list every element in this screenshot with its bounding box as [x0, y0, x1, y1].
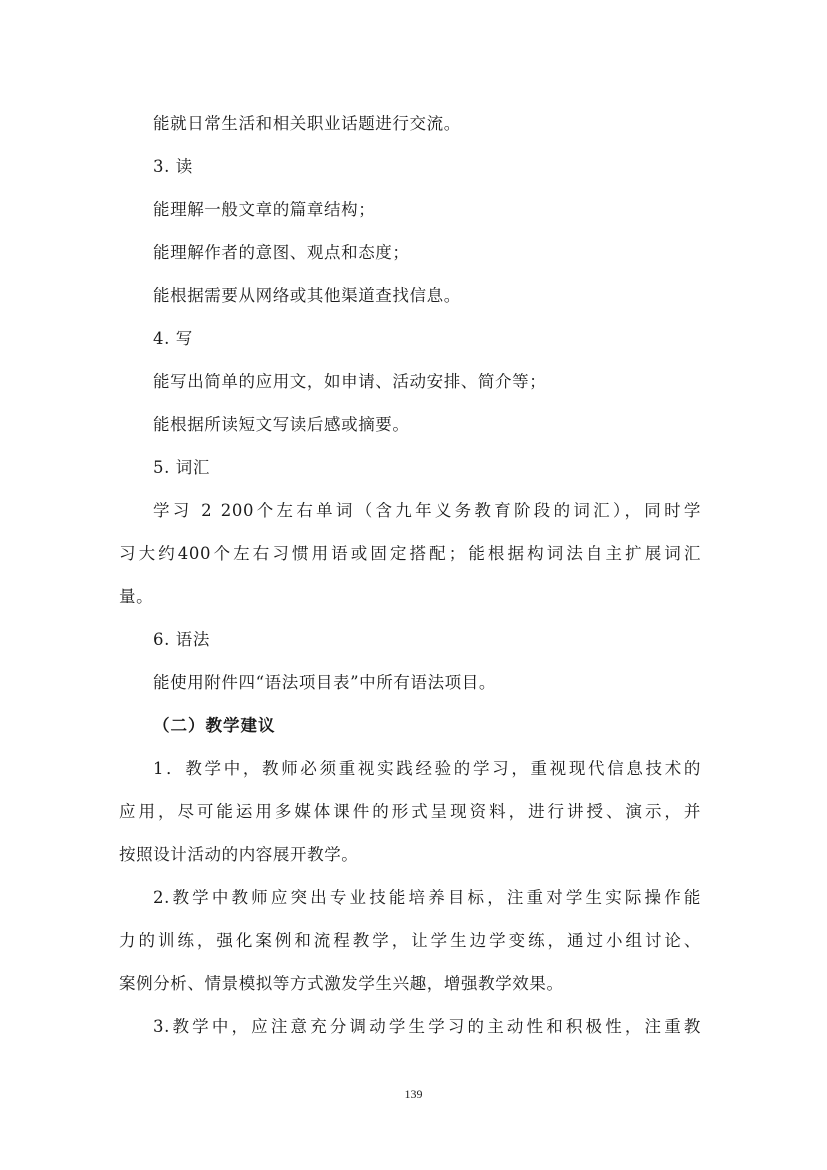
list-number-heading: 4. 写 — [153, 329, 193, 348]
text-line: 能理解一般文章的篇章结构； — [153, 200, 376, 219]
list-number-heading: 6. 语法 — [153, 630, 210, 649]
text-line: 量。 — [119, 587, 154, 606]
list-number-heading: 5. 词汇 — [153, 458, 210, 477]
text-line: 力的训练，强化案例和流程教学，让学生边学变练，通过小组讨论、 — [119, 931, 701, 950]
text-line: 学习 2 200个左右单词（含九年义务教育阶段的词汇），同时学 — [153, 501, 701, 520]
text-line: 能根据需要从网络或其他渠道查找信息。 — [153, 286, 461, 305]
list-number-heading: 3. 读 — [153, 157, 193, 176]
page-number: 139 — [404, 1087, 423, 1101]
text-line: 案例分析、情景模拟等方式激发学生兴趣，增强教学效果。 — [119, 974, 564, 993]
section-heading: （二）教学建议 — [153, 716, 276, 735]
text-line: 习大约400个左右习惯用语或固定搭配；能根据构词法自主扩展词汇 — [119, 544, 701, 563]
text-line: 能使用附件四“语法项目表”中所有语法项目。 — [153, 673, 496, 692]
text-line: 能根据所读短文写读后感或摘要。 — [153, 415, 410, 434]
text-line: 能写出简单的应用文，如申请、活动安排、简介等； — [153, 372, 547, 391]
text-line: 能就日常生活和相关职业话题进行交流。 — [153, 114, 461, 133]
text-line: 按照设计活动的内容展开教学。 — [119, 845, 359, 864]
text-line: 2.教学中教师应突出专业技能培养目标，注重对学生实际操作能 — [153, 888, 701, 907]
text-line: 3.教学中，应注意充分调动学生学习的主动性和积极性，注重教 — [153, 1017, 701, 1036]
text-line: 能理解作者的意图、观点和态度； — [153, 243, 410, 262]
text-line: 应用，尽可能运用多媒体课件的形式呈现资料，进行讲授、演示，并 — [119, 802, 701, 821]
text-line: 1．教学中，教师必须重视实践经验的学习，重视现代信息技术的 — [153, 759, 701, 778]
